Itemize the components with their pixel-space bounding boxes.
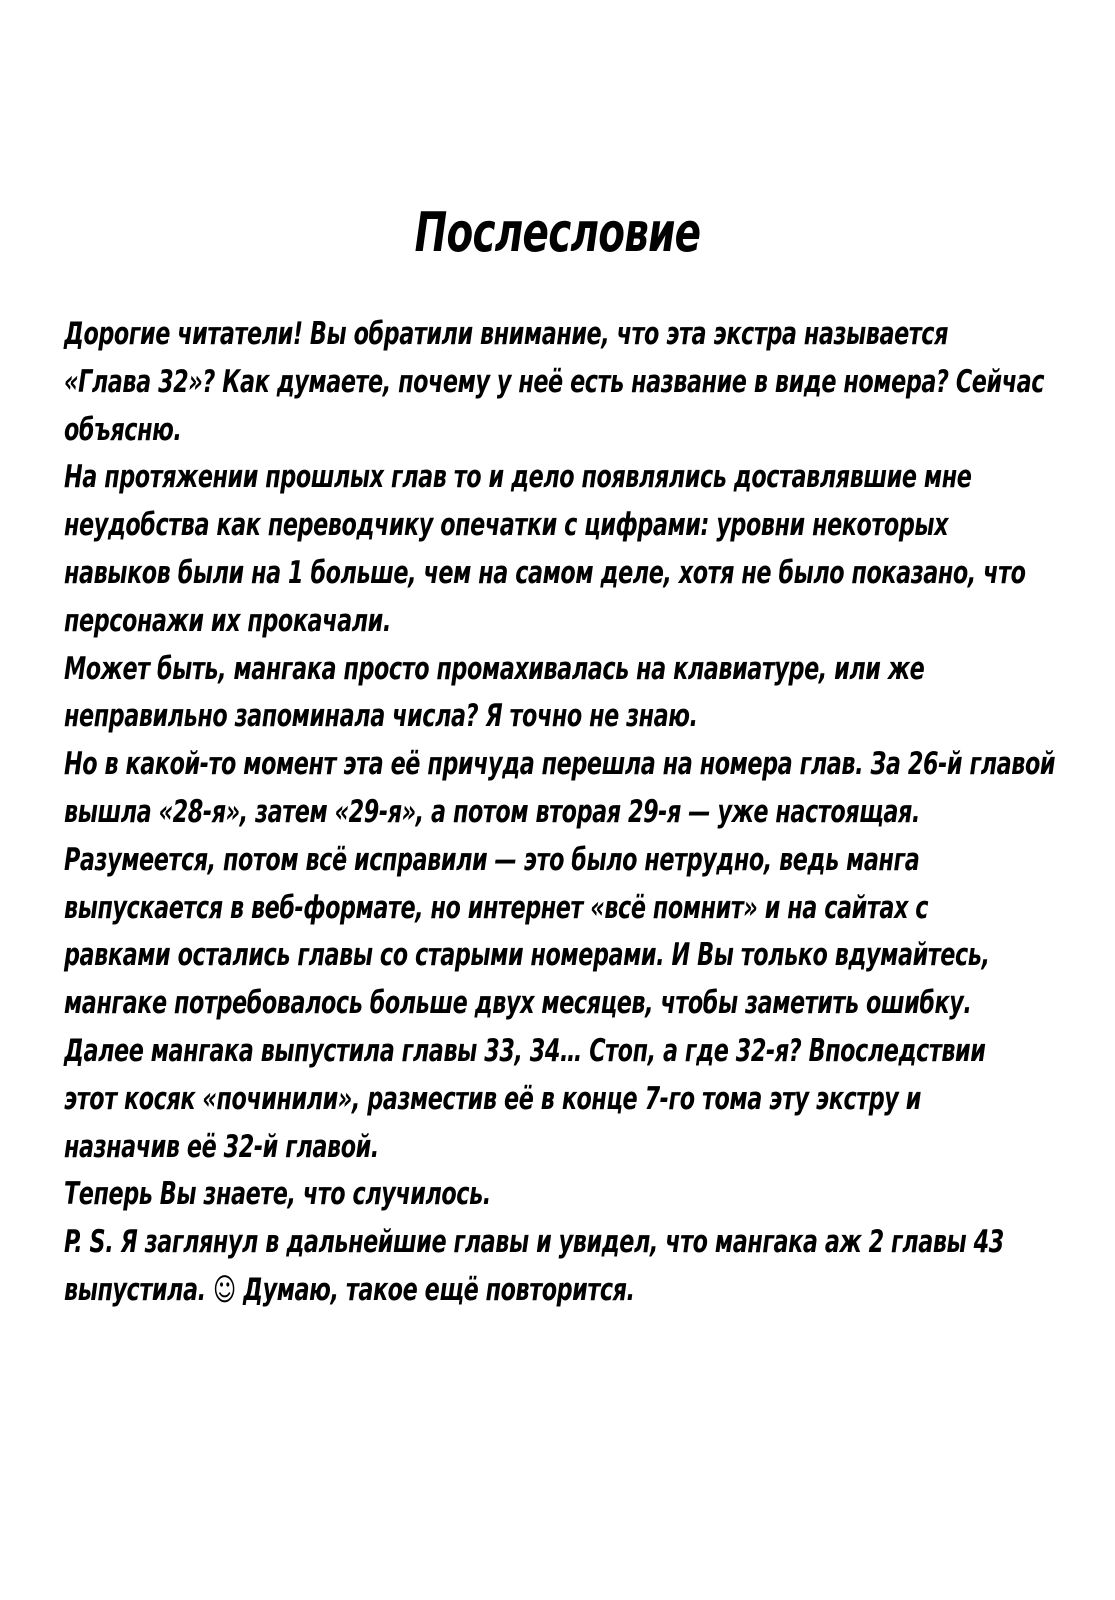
text-line: Далее мангака выпустила главы 33, 34… Стоп, а где 32-я? Впоследствии <box>64 1032 986 1069</box>
text-line: назначив её 32-й главой. <box>64 1128 379 1165</box>
text-line: выпустила. ☺ Думаю, такое ещё повторится. <box>64 1271 635 1308</box>
text-line: навыков были на 1 больше, чем на самом деле, хотя не было показано, что <box>64 554 1026 591</box>
text-line: выпускается в веб-формате, но интернет «всё помнит» и на сайтах с <box>64 889 929 926</box>
text-line: персонажи их прокачали. <box>64 602 391 639</box>
text-line: На протяжении прошлых глав то и дело появлялись доставлявшие мне <box>64 459 972 496</box>
text-line: Может быть, мангака просто промахивалась на клавиатуре, или же <box>64 650 925 687</box>
text-line: равками остались главы со старыми номерами. И Вы только вдумайтесь, <box>64 937 990 974</box>
text-line: Разумеется, потом всё исправили — это было нетрудно, ведь манга <box>64 841 920 878</box>
text-line: Но в какой-то момент эта её причуда перешла на номера глав. За 26-й главой <box>64 746 1056 783</box>
text-line: объясню. <box>64 411 182 448</box>
text-line: неправильно запоминала числа? Я точно не знаю. <box>64 698 698 735</box>
text-line: мангаке потребовалось больше двух месяцев, чтобы заметить ошибку. <box>64 985 972 1022</box>
text-line: «Глава 32»? Как думаете, почему у неё есть название в виде номера? Сейчас <box>64 363 1045 400</box>
text-line: этот косяк «починили», разместив её в конце 7-го тома эту экстру и <box>64 1080 921 1117</box>
text-line: Дорогие читатели! Вы обратили внимание, что эта экстра называется <box>64 316 949 352</box>
text-line: неудобства как переводчику опечатки с цифрами: уровни некоторых <box>64 507 949 544</box>
text-line: P. S. Я заглянул в дальнейшие главы и увидел, что мангака аж 2 главы 43 <box>64 1224 1004 1261</box>
page-title: Послесловие <box>414 201 701 264</box>
text-line: вышла «28-я», затем «29-я», а потом вторая 29-я — уже настоящая. <box>64 793 920 830</box>
afterword-body <box>64 311 1056 1315</box>
text-line: Теперь Вы знаете, что случилось. <box>64 1176 491 1213</box>
